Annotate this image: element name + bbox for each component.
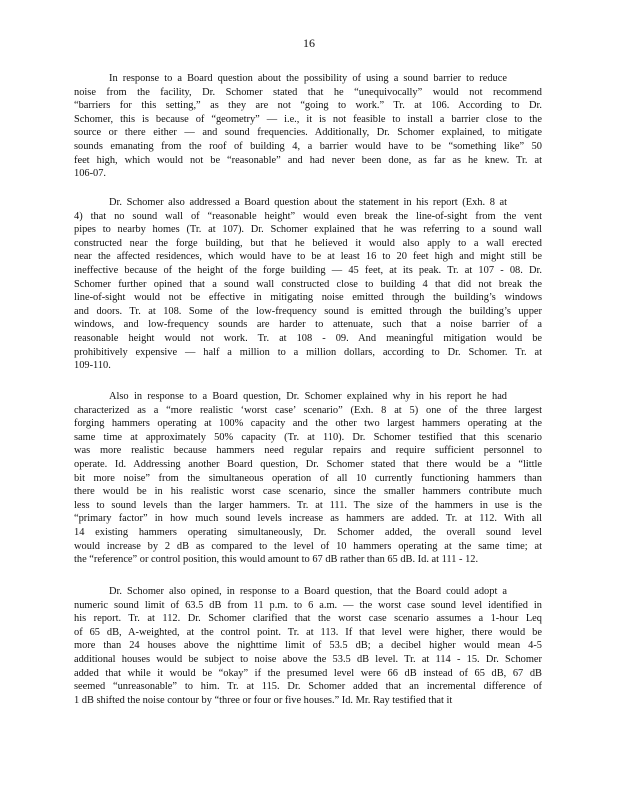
text-line: reasonable height would not work. Tr. at 108 - 09. And meaningful mitigation would be xyxy=(74,332,542,344)
text-line: less to sound levels than the larger hammers. Tr. at 111. The size of the hammers in use is the xyxy=(74,499,542,511)
text-line: feet high, which would not be “reasonable” and had never been done, as far as he knew. Tr. at xyxy=(74,154,542,166)
text-line: Schomer further opined that a sound wall constructed close to building 4 that did not break the xyxy=(74,278,542,290)
text-line: source or there either — and sound frequencies. Additionally, Dr. Schomer explained, to mitigate xyxy=(74,127,542,139)
text-line: seemed “unreasonable” to him. Tr. at 115. Dr. Schomer added that an incremental difference of xyxy=(74,681,542,693)
paragraph-sound-barrier xyxy=(74,72,542,181)
text-line: his report. Tr. at 112. Dr. Schomer clarified that the worst case scenario assumes a 1-hour Leq xyxy=(74,613,542,625)
text-line: near the affected residences, which would have to be at least 16 to 20 feet high and might still be xyxy=(74,251,542,263)
text-line: 109-110. xyxy=(74,360,111,372)
text-line: Dr. Schomer also addressed a Board question about the statement in his report (Exh. 8 at xyxy=(109,197,507,208)
text-line: there would be in his realistic worst case scenario, since the smaller hammers contribute much xyxy=(74,486,542,498)
text-line: Dr. Schomer also opined, in response to a Board question, that the Board could adopt a xyxy=(109,586,507,597)
text-line: “primary factor” in how much sound levels increase as hammers are added. Tr. at 112. With all xyxy=(74,513,542,525)
text-line: operate. Id. Addressing another Board question, Dr. Schomer stated that there would be a “little xyxy=(74,458,542,470)
text-line: prohibitively expensive — half a million to a million dollars, according to Dr. Schomer. Tr. at xyxy=(74,346,542,358)
text-line: characterized as a “more realistic ‘worst case’ scenario” (Exh. 8 at 5) one of the three largest xyxy=(74,404,542,416)
text-line: more than 24 houses above the nighttime limit of 53.5 dB; a decibel higher would mean 4-5 xyxy=(74,640,542,652)
text-line: line-of-sight would not be effective in mitigating noise emitted through the building’s windows xyxy=(74,292,542,304)
text-line: numeric sound limit of 63.5 dB from 11 p.m. to 6 a.m. — the worst case sound level identified in xyxy=(74,599,542,611)
text-line: was more realistic because hammers need regular repairs and require sufficient personnel to xyxy=(74,445,542,457)
text-line: ineffective because of the height of the forge building — 45 feet, at its peak. Tr. at 107 - 08. Dr. xyxy=(74,264,542,276)
text-line: 4) that no sound wall of “reasonable height” would even break the line-of-sight from the vent xyxy=(74,210,542,222)
text-line: the “reference” or control position, this would amount to 67 dB rather than 65 dB. Id. at 111 - 12. xyxy=(74,554,479,566)
text-line: of 65 dB, A-weighted, at the control point. Tr. at 113. If that level were higher, there would be xyxy=(74,626,542,638)
text-line: windows, and low-frequency sounds are harder to attenuate, such that a noise barrier of a xyxy=(74,319,542,331)
text-line: constructed near the forge building, but that he believed it would also apply to a wall erected xyxy=(74,237,542,249)
text-line: forging hammers operating at 100% capacity and the other two largest hammers operating at the xyxy=(74,418,542,430)
text-line: sounds emanating from the roof of building 4, a barrier would have to be “something like” 50 xyxy=(74,140,542,152)
text-line: and doors. Tr. at 108. Some of the low-frequency sound is emitted through the building’s upper xyxy=(74,305,542,317)
text-line: Also in response to a Board question, Dr. Schomer explained why in his report he had xyxy=(109,391,507,402)
text-line: noise from the facility, Dr. Schomer stated that he “unequivocally” would not recommend xyxy=(74,86,542,98)
text-line: would increase by 2 dB as compared to the level of 10 hammers operating at the same time; at xyxy=(74,540,542,552)
text-line: added that while it would be “okay” if the presumed level were 66 dB instead of 65 dB, 67 dB xyxy=(74,667,542,679)
paragraph-sound-wall xyxy=(74,196,542,373)
text-line: Schomer, this is because of “geometry” — i.e., it is not feasible to install a barrier close to the xyxy=(74,113,542,125)
page-number: 16 xyxy=(303,36,315,50)
text-line: 14 existing hammers operating simultaneously, Dr. Schomer added, the overall sound level xyxy=(74,526,542,538)
text-line: 106-07. xyxy=(74,168,107,180)
text-line: same time at approximately 50% capacity (Tr. at 110). Dr. Schomer testified that this scenario xyxy=(74,431,542,443)
text-line: additional houses would be subject to noise above the 53.5 dB level. Tr. at 114 - 15. Dr. Schomer xyxy=(74,653,542,665)
text-line: 1 dB shifted the noise contour by “three or four or five houses.” Id. Mr. Ray testified that it xyxy=(74,694,453,706)
paragraph-numeric-limit xyxy=(74,585,542,707)
text-line: “barriers for this setting,” as they are not “going to work.” Tr. at 106. According to Dr. xyxy=(74,100,542,112)
text-line: bit more noise” from the simultaneous operation of all 10 currently functioning hammers than xyxy=(74,472,542,484)
paragraph-worst-case xyxy=(74,390,542,567)
text-line: pipes to nearby homes (Tr. at 107). Dr. Schomer explained that he was referring to a sound wall xyxy=(74,224,542,236)
text-line: In response to a Board question about the possibility of using a sound barrier to reduce xyxy=(109,73,507,84)
